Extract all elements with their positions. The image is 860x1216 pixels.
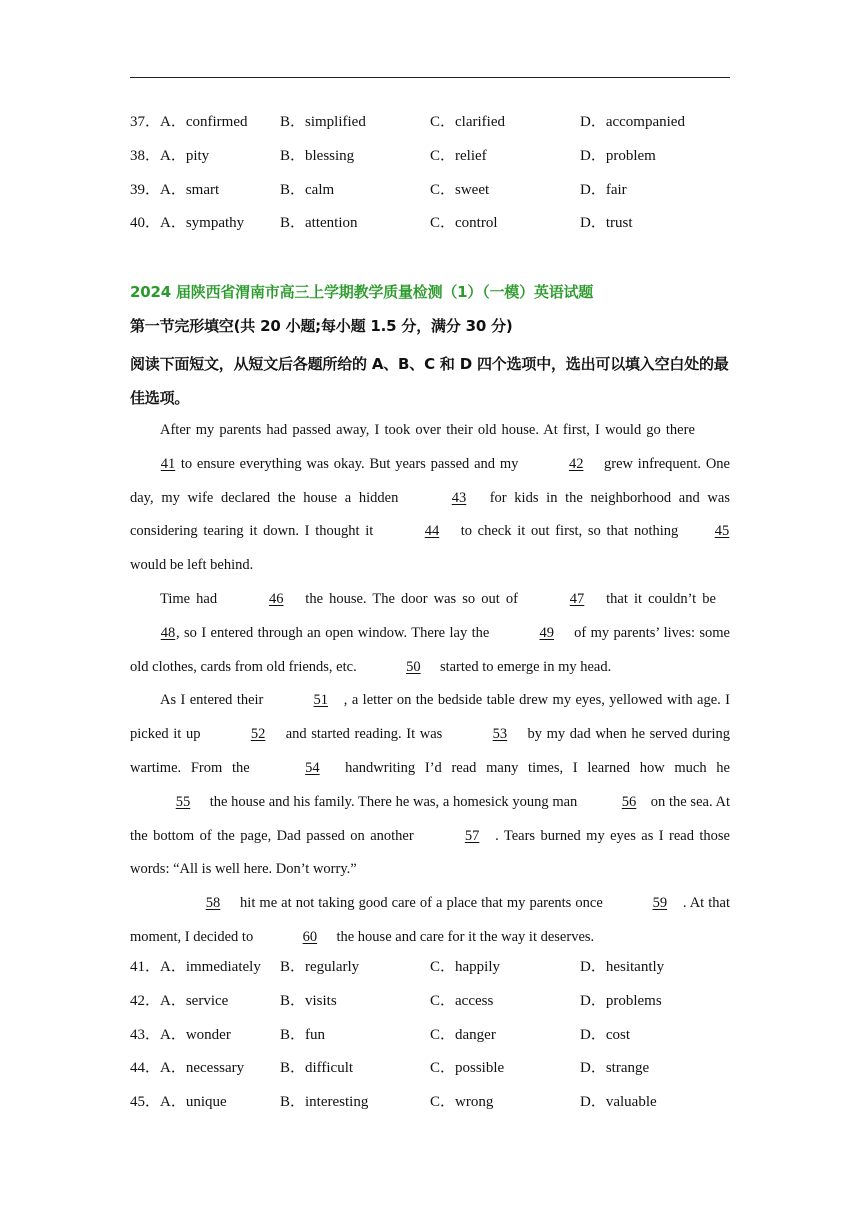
- option-d: D．cost: [580, 1026, 630, 1043]
- blank-46: 46: [268, 590, 284, 607]
- blank-47: 47: [569, 590, 585, 607]
- option-row-42: [130, 991, 730, 1025]
- passage-text: . At that moment, I decided to: [130, 895, 730, 945]
- option-b: B．attention: [280, 215, 358, 232]
- paragraph-3: [130, 684, 730, 887]
- option-c: C．wrong: [430, 1094, 494, 1111]
- header-rule: [130, 77, 730, 78]
- blank-53: 53: [492, 726, 508, 743]
- passage-text: hit me at not taking good care of a place that my parents once: [236, 895, 607, 912]
- option-a: [130, 180, 219, 200]
- passage-text: the house. The door was so out of: [299, 590, 525, 607]
- passage-text: , so I entered through an open window. There lay the: [176, 624, 494, 641]
- option-a: [130, 146, 209, 166]
- passage-text: by my dad when he served during wartime. From the: [130, 726, 730, 776]
- option-row-38: [130, 146, 730, 180]
- option-row-44: [130, 1058, 730, 1092]
- option-a: [130, 1092, 227, 1112]
- option-row-41: [130, 957, 730, 991]
- option-b: B．simplified: [280, 114, 366, 130]
- paragraph-2: [130, 583, 730, 684]
- passage-text: the house and care for it the way it deserves.: [332, 928, 595, 945]
- option-d: D．valuable: [580, 1094, 657, 1111]
- blank-60: 60: [302, 928, 318, 945]
- option-a: [130, 991, 228, 1011]
- option-row-45: [130, 1092, 730, 1126]
- question-number: 44．: [130, 1060, 161, 1077]
- question-number: 42．: [130, 992, 161, 1009]
- blank-59: 59: [652, 895, 668, 912]
- option-a-text: A．confirmed: [160, 114, 248, 130]
- passage-text: to ensure everything was okay. But years passed and my: [176, 455, 524, 472]
- passage-text: that it couldn’t be: [600, 590, 723, 607]
- option-row-43: [130, 1025, 730, 1059]
- option-a: [130, 1025, 231, 1045]
- blank-56: 56: [621, 793, 637, 810]
- option-c: C．happily: [430, 959, 500, 975]
- question-number: 40．: [130, 215, 161, 232]
- blank-49: 49: [539, 624, 554, 641]
- option-d: D．problem: [580, 147, 656, 164]
- option-d: D．strange: [580, 1060, 650, 1077]
- cloze-passage: [130, 414, 730, 955]
- blank-50: 50: [406, 658, 421, 675]
- option-d: D．problems: [580, 992, 662, 1009]
- passage-text: on the sea. At the bottom of the page, Dad passed on another: [130, 793, 730, 844]
- blank-48: 48: [160, 624, 176, 641]
- blank-57: 57: [464, 827, 480, 844]
- option-d: D．accompanied: [580, 114, 685, 130]
- option-a-text: A．pity: [160, 147, 210, 164]
- passage-text: for kids in the neighborhood and was considering tearing it down. I thought it: [130, 489, 730, 540]
- passage-text: of my parents’ lives: some old clothes, cards from old friends, etc.: [130, 624, 730, 675]
- passage-text: . Tears burned my eyes as I read those words: “All is well here. Don’t worry.”: [130, 827, 730, 878]
- option-row-40: [130, 213, 730, 247]
- option-b: B．interesting: [280, 1094, 369, 1111]
- option-a-text: A．sympathy: [160, 215, 245, 232]
- blank-45: 45: [714, 523, 730, 540]
- option-a-text: A．smart: [160, 181, 220, 198]
- passage-text: After my parents had passed away, I took over their old house. At first, I would go there: [160, 422, 700, 438]
- blank-52: 52: [250, 726, 266, 743]
- paragraph-1: [130, 414, 730, 583]
- option-row-37: [130, 112, 730, 146]
- blank-42: 42: [568, 455, 584, 472]
- option-a-text: A．immediately: [160, 959, 261, 975]
- question-options: [130, 957, 730, 1126]
- passage-text: to check it out first, so that nothing: [454, 523, 684, 540]
- passage-text: and started reading. It was: [281, 726, 447, 743]
- option-b: B．regularly: [280, 959, 360, 975]
- blank-58: 58: [205, 895, 221, 912]
- blank-43: 43: [451, 489, 467, 506]
- option-a-text: A．wonder: [160, 1026, 231, 1043]
- question-number: 39．: [130, 181, 161, 198]
- paragraph-4: [130, 887, 730, 955]
- option-d: D．fair: [580, 181, 627, 198]
- option-a: [130, 112, 248, 132]
- instructions: 阅读下面短文，从短文后各题所给的 A、B、C 和 D 四个选项中，选出可以填入空白处的最佳选项。: [130, 355, 729, 407]
- passage-text: , a letter on the bedside table drew my eyes, yellowed with age. I picked it up: [130, 692, 730, 743]
- option-c: C．control: [430, 215, 498, 232]
- passage-text: handwriting I’d read many times, I learned how much he: [335, 759, 730, 776]
- option-c: C．access: [430, 992, 494, 1009]
- option-c: C．possible: [430, 1060, 505, 1077]
- option-b: B．difficult: [280, 1060, 354, 1077]
- previous-options: [130, 112, 730, 247]
- passage-text: As I entered their: [160, 692, 268, 709]
- question-number: 37．: [130, 114, 161, 130]
- question-number: 41．: [130, 959, 161, 975]
- blank-51: 51: [313, 692, 329, 709]
- option-c: C．danger: [430, 1026, 496, 1043]
- blank-41: 41: [160, 455, 176, 472]
- option-b: B．visits: [280, 992, 337, 1009]
- blank-55: 55: [175, 793, 191, 810]
- option-d: D．hesitantly: [580, 959, 665, 975]
- option-a-text: A．unique: [160, 1094, 227, 1111]
- section-heading: 第一节完形填空(共 20 小题;每小题 1.5 分，满分 30 分): [130, 317, 513, 335]
- blank-44: 44: [424, 523, 440, 540]
- question-number: 43．: [130, 1026, 161, 1043]
- option-a: [130, 1058, 244, 1078]
- option-c: C．relief: [430, 147, 487, 164]
- blank-54: 54: [305, 759, 320, 776]
- question-number: 38．: [130, 147, 161, 164]
- option-a-text: A．service: [160, 992, 229, 1009]
- option-a: [130, 957, 261, 977]
- question-number: 45．: [130, 1094, 161, 1111]
- option-row-39: [130, 180, 730, 214]
- passage-text: would be left behind.: [130, 557, 254, 574]
- option-b: B．fun: [280, 1026, 326, 1043]
- option-d: D．trust: [580, 215, 633, 232]
- option-a-text: A．necessary: [160, 1060, 245, 1077]
- option-c: C．sweet: [430, 181, 490, 198]
- section-title: 2024 届陕西省渭南市高三上学期教学质量检测（1）（一模）英语试题: [130, 283, 594, 301]
- option-a: [130, 213, 244, 233]
- passage-text: grew infrequent. One day, my wife declared the house a hidden: [130, 455, 730, 506]
- option-c: C．clarified: [430, 114, 505, 130]
- passage-text: started to emerge in my head.: [436, 658, 612, 675]
- option-b: B．blessing: [280, 147, 355, 164]
- passage-text: Time had: [160, 590, 224, 607]
- option-b: B．calm: [280, 181, 335, 198]
- passage-text: the house and his family. There he was, a homesick young man: [206, 793, 582, 810]
